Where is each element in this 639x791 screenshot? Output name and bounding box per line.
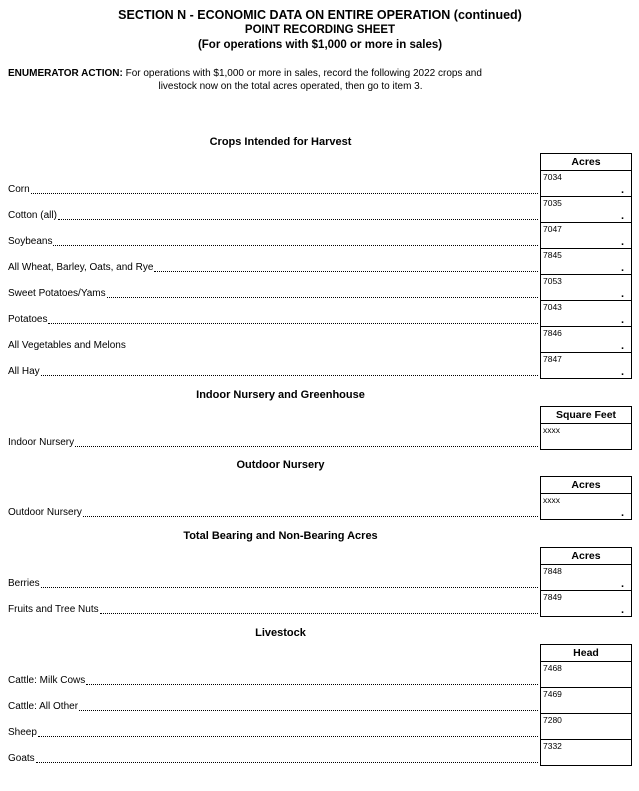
item-code: xxxx bbox=[543, 495, 560, 505]
header-spacer bbox=[8, 153, 540, 171]
entry-cell-goats[interactable] bbox=[540, 739, 632, 766]
decimal-point: . bbox=[620, 578, 624, 590]
item-code: 7847 bbox=[543, 354, 562, 364]
form-row-soybeans bbox=[8, 223, 632, 249]
section-heading-livestock: Livestock bbox=[255, 627, 306, 639]
row-label: All Wheat, Barley, Oats, and Rye bbox=[8, 262, 154, 273]
dotted-leader bbox=[79, 710, 538, 711]
dotted-leader bbox=[154, 271, 538, 272]
form-row-sweet-potatoes bbox=[8, 275, 632, 301]
item-code: 7332 bbox=[543, 741, 562, 751]
item-code: 7035 bbox=[543, 198, 562, 208]
entry-cell-berries[interactable] bbox=[540, 564, 632, 591]
entry-cell-indoor-nursery[interactable] bbox=[540, 423, 632, 450]
item-code: 7846 bbox=[543, 328, 562, 338]
title-qualifier: (For operations with $1,000 or more in sales) bbox=[197, 39, 443, 51]
dotted-leader bbox=[53, 245, 538, 246]
form-row-berries bbox=[8, 565, 632, 591]
entry-cell-sheep[interactable] bbox=[540, 713, 632, 740]
section-crops bbox=[8, 135, 632, 379]
entry-cell-vegetables[interactable] bbox=[540, 326, 632, 353]
item-code: 7468 bbox=[543, 663, 562, 673]
entry-cell-hay[interactable] bbox=[540, 352, 632, 379]
header-spacer bbox=[8, 644, 540, 662]
decimal-point: . bbox=[620, 604, 624, 616]
column-header-row bbox=[8, 153, 632, 171]
entry-cell-potatoes[interactable] bbox=[540, 300, 632, 327]
dotted-leader bbox=[41, 375, 538, 376]
section-heading-outdoor-nursery: Outdoor Nursery bbox=[236, 459, 325, 471]
decimal-point: . bbox=[620, 507, 624, 519]
dotted-leader bbox=[38, 736, 538, 737]
decimal-point: . bbox=[620, 288, 624, 300]
row-label: Goats bbox=[8, 753, 35, 764]
sheet-title: POINT RECORDING SHEET bbox=[244, 24, 396, 36]
entry-cell-soybeans[interactable] bbox=[540, 222, 632, 249]
form-row-hay bbox=[8, 353, 632, 379]
column-header-row bbox=[8, 476, 632, 494]
entry-cell-sweet-potatoes[interactable] bbox=[540, 274, 632, 301]
form-row-milk-cows bbox=[8, 662, 632, 688]
form-row-potatoes bbox=[8, 301, 632, 327]
dotted-leader bbox=[31, 193, 538, 194]
dotted-leader bbox=[107, 297, 538, 298]
decimal-point: . bbox=[620, 210, 624, 222]
section-heading-bearing-acres: Total Bearing and Non-Bearing Acres bbox=[183, 530, 378, 542]
dotted-leader bbox=[36, 762, 538, 763]
column-header-row bbox=[8, 406, 632, 424]
item-code: 7469 bbox=[543, 689, 562, 699]
dotted-leader bbox=[75, 446, 538, 447]
form-row-cattle-other bbox=[8, 688, 632, 714]
header-spacer bbox=[8, 406, 540, 424]
entry-cell-corn[interactable] bbox=[540, 170, 632, 197]
section-livestock bbox=[8, 626, 632, 766]
row-label: Soybeans bbox=[8, 236, 53, 247]
section-outdoor-nursery bbox=[8, 458, 632, 520]
dotted-leader bbox=[83, 516, 538, 517]
decimal-point: . bbox=[620, 366, 624, 378]
entry-cell-cattle-other[interactable] bbox=[540, 687, 632, 714]
item-code: 7849 bbox=[543, 592, 562, 602]
row-label: Cattle: All Other bbox=[8, 701, 79, 712]
column-header-row bbox=[8, 547, 632, 565]
form-row-indoor-nursery bbox=[8, 424, 632, 450]
section-bearing-acres bbox=[8, 529, 632, 617]
enumerator-action-line1 bbox=[8, 67, 573, 80]
form-title bbox=[8, 8, 632, 53]
form-row-corn bbox=[8, 171, 632, 197]
row-label: Cotton (all) bbox=[8, 210, 57, 221]
decimal-point: . bbox=[620, 262, 624, 274]
row-label: Berries bbox=[8, 578, 40, 589]
header-spacer bbox=[8, 547, 540, 565]
column-header-head: Head bbox=[540, 644, 632, 662]
form-row-fruits-tree-nuts bbox=[8, 591, 632, 617]
item-code: 7034 bbox=[543, 172, 562, 182]
row-label: Sheep bbox=[8, 727, 37, 738]
column-header-row bbox=[8, 644, 632, 662]
enumerator-action-label: ENUMERATOR ACTION: bbox=[8, 68, 123, 79]
form-row-goats bbox=[8, 740, 632, 766]
section-heading-indoor-nursery: Indoor Nursery and Greenhouse bbox=[196, 389, 365, 401]
item-code: 7848 bbox=[543, 566, 562, 576]
item-code: 7053 bbox=[543, 276, 562, 286]
entry-cell-milk-cows[interactable] bbox=[540, 661, 632, 688]
column-header-square-feet: Square Feet bbox=[540, 406, 632, 424]
form-row-cotton bbox=[8, 197, 632, 223]
form-row-wheat bbox=[8, 249, 632, 275]
decimal-point: . bbox=[620, 340, 624, 352]
section-heading-crops: Crops Intended for Harvest bbox=[209, 136, 352, 148]
section-title: SECTION N - ECONOMIC DATA ON ENTIRE OPERATION (continued) bbox=[118, 8, 522, 22]
row-label: Potatoes bbox=[8, 314, 48, 325]
item-code: 7043 bbox=[543, 302, 562, 312]
enumerator-action bbox=[8, 67, 573, 93]
enumerator-action-line2: livestock now on the total acres operated, then go to item 3. bbox=[158, 81, 423, 92]
form-row-vegetables bbox=[8, 327, 632, 353]
row-label: Cattle: Milk Cows bbox=[8, 675, 86, 686]
row-label: All Hay bbox=[8, 366, 40, 377]
item-code: 7845 bbox=[543, 250, 562, 260]
dotted-leader bbox=[58, 219, 538, 220]
row-label: Fruits and Tree Nuts bbox=[8, 604, 99, 615]
row-label: Outdoor Nursery bbox=[8, 507, 82, 518]
form-row-sheep bbox=[8, 714, 632, 740]
entry-cell-cotton[interactable] bbox=[540, 196, 632, 223]
entry-cell-outdoor-nursery[interactable] bbox=[540, 493, 632, 520]
row-label: Indoor Nursery bbox=[8, 437, 75, 448]
row-label: Sweet Potatoes/Yams bbox=[8, 288, 106, 299]
decimal-point: . bbox=[620, 184, 624, 196]
form-row-outdoor-nursery bbox=[8, 494, 632, 520]
enumerator-action-text: For operations with $1,000 or more in sales, record the following 2022 crops and bbox=[122, 68, 482, 79]
column-header-acres: Acres bbox=[540, 153, 632, 171]
dotted-leader bbox=[41, 587, 538, 588]
item-code: 7280 bbox=[543, 715, 562, 725]
dotted-leader bbox=[86, 684, 538, 685]
header-spacer bbox=[8, 476, 540, 494]
column-header-acres: Acres bbox=[540, 476, 632, 494]
entry-cell-fruits-tree-nuts[interactable] bbox=[540, 590, 632, 617]
item-code: xxxx bbox=[543, 425, 560, 435]
decimal-point: . bbox=[620, 236, 624, 248]
row-label: All Vegetables and Melons bbox=[8, 340, 126, 351]
item-code: 7047 bbox=[543, 224, 562, 234]
dotted-leader bbox=[48, 323, 538, 324]
entry-cell-wheat[interactable] bbox=[540, 248, 632, 275]
decimal-point: . bbox=[620, 314, 624, 326]
column-header-acres: Acres bbox=[540, 547, 632, 565]
row-label: Corn bbox=[8, 184, 30, 195]
section-indoor-nursery bbox=[8, 388, 632, 450]
dotted-leader bbox=[100, 613, 538, 614]
